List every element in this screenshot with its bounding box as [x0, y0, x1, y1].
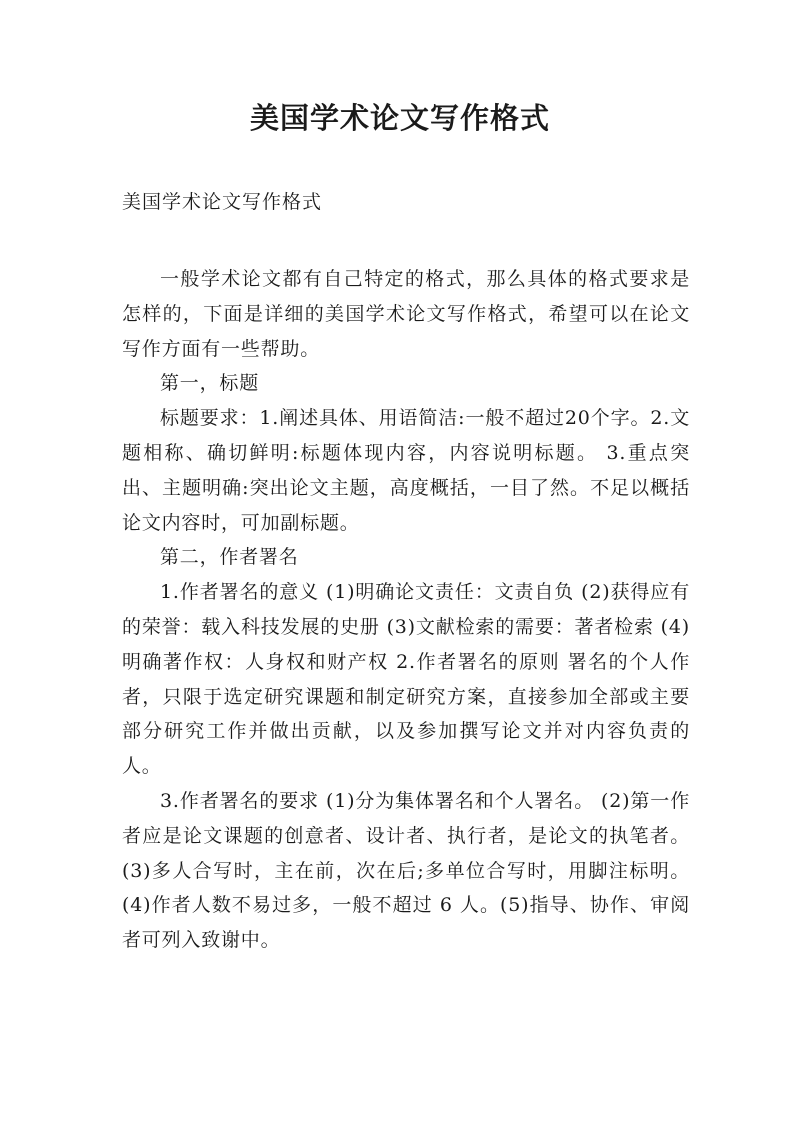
author-requirements-paragraph: 3.作者署名的要求 (1)分为集体署名和个人署名。 (2)第一作者应是论文课题的创意者、设计者、执行者，是论文的执笔者。 (3)多人合写时，主在前，次在后;多单位合写时，用脚注标明。 (4)作者人数不易过多，一般不超过 6 人。(5)指导、协作、审阅者可列入致谢中。: [122, 789, 690, 952]
intro-paragraph: 一般学术论文都有自己特定的格式，那么具体的格式要求是怎样的，下面是详细的美国学术论文写作格式，希望可以在论文写作方面有一些帮助。: [122, 268, 690, 360]
section-heading-author: 第二，作者署名: [160, 546, 299, 569]
document-title: 美国学术论文写作格式: [249, 101, 550, 135]
document-body: [122, 262, 690, 958]
section-heading-title: 第一，标题: [160, 372, 260, 395]
author-meaning-paragraph: 1.作者署名的意义 (1)明确论文责任：文责自负 (2)获得应有的荣誉：载入科技发展的史册 (3)文献检索的需要：著者检索 (4)明确著作权：人身权和财产权 2.作者署名的原则 署名的个人作者，只限于选定研究课题和制定研究方案，直接参加全部或主要部分研究工作并做出贡献，以及参加撰写论文并对内容负责的人。: [122, 581, 690, 778]
document-subtitle: 美国学术论文写作格式: [122, 191, 323, 213]
title-requirements-paragraph: 标题要求：1.阐述具体、用语简洁:一般不超过20个字。2.文题相称、确切鲜明:标题体现内容，内容说明标题。 3.重点突出、主题明确:突出论文主题，高度概括，一目了然。不足以概括论文内容时，可加副标题。: [122, 407, 690, 534]
